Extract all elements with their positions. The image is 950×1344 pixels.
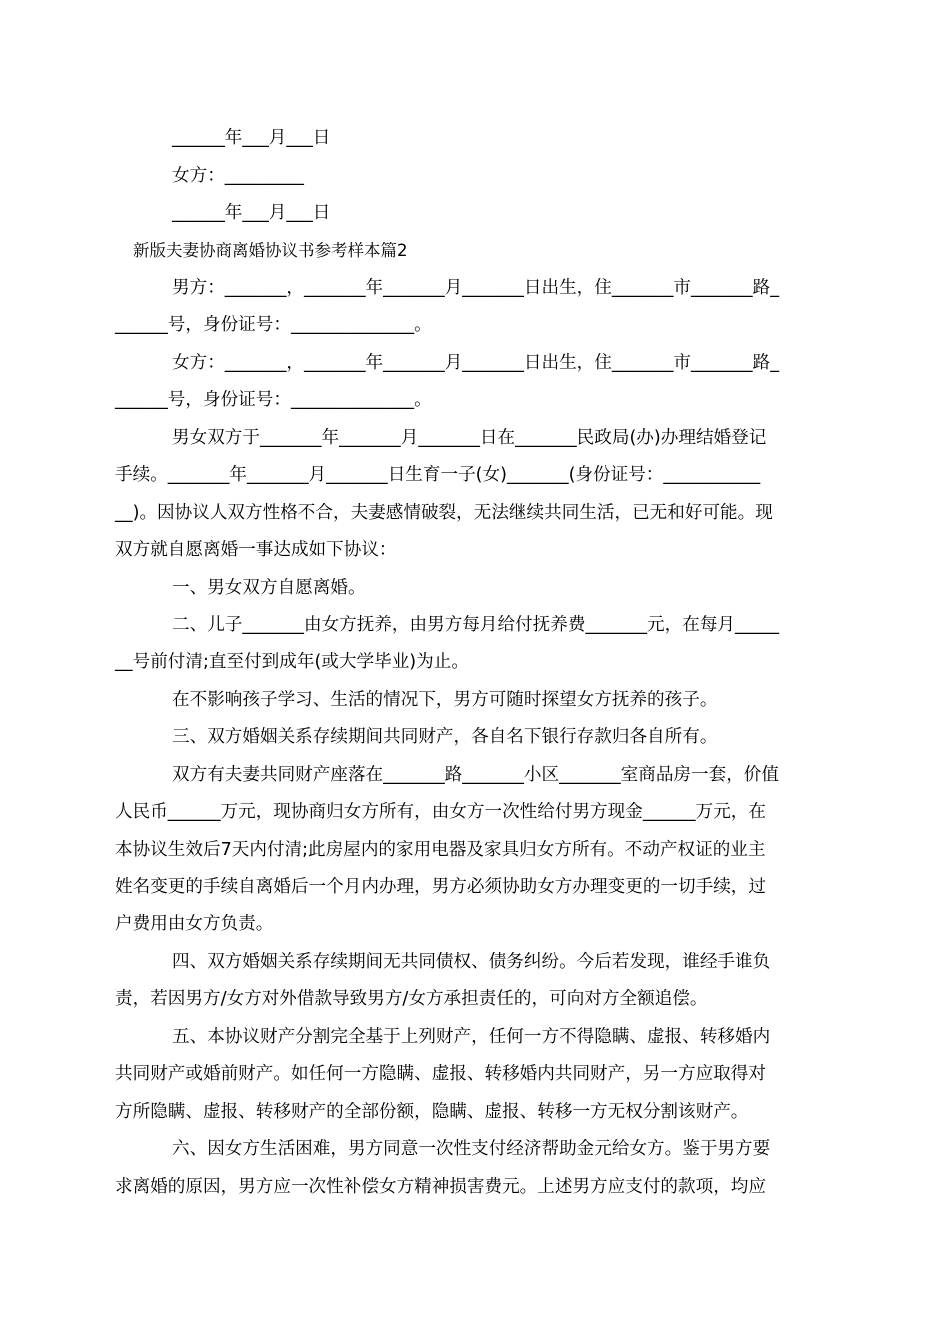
paragraph-line: 户费用由女方负责。 bbox=[115, 914, 274, 934]
male-party-line: 男方：_______，_______年_______月_______日出生，住_______市_______路_ bbox=[172, 278, 779, 298]
female-party-line: 女方：_______，_______年_______月_______日出生，住_______市_______路_ bbox=[172, 353, 779, 373]
paragraph-line: 本协议生效后7天内付清;此房屋内的家用电器及家具归女方所有。不动产权证的业主 bbox=[115, 840, 766, 860]
male-party-id-line: ______号，身份证号：______________。 bbox=[115, 315, 432, 335]
clause-line: 一、男女双方自愿离婚。 bbox=[172, 578, 366, 598]
paragraph-line: 双方有夫妻共同财产座落在_______路_______小区_______室商品房一套，价值 bbox=[172, 765, 779, 785]
clause-line: 方所隐瞒、虚报、转移财产的全部份额，隐瞒、虚报、转移一方无权分割该财产。 bbox=[115, 1102, 749, 1122]
paragraph-line: 人民币______万元，现协商归女方所有，由女方一次性给付男方现金______万元，在 bbox=[115, 802, 766, 822]
clause-line: __号前付清;直至付到成年(或大学毕业)为止。 bbox=[115, 652, 469, 672]
section-heading: 新版夫妻协商离婚协议书参考样本篇2 bbox=[133, 241, 408, 260]
paragraph-line: 姓名变更的手续自离婚后一个月内办理，男方必须协助女方办理变更的一切手续，过 bbox=[115, 877, 766, 897]
clause-line: 五、本协议财产分割完全基于上列财产，任何一方不得隐瞒、虚报、转移婚内 bbox=[172, 1027, 771, 1047]
female-party-signature-line: 女方：_________ bbox=[172, 166, 304, 186]
clause-line: 三、双方婚姻关系存续期间共同财产，各自名下银行存款归各自所有。 bbox=[172, 727, 718, 747]
paragraph-line: __)。因协议人双方性格不合，夫妻感情破裂，无法继续共同生活，已无和好可能。现 bbox=[115, 503, 773, 523]
clause-line: 二、儿子_______由女方抚养，由男方每月给付抚养费_______元，在每月_____ bbox=[172, 615, 779, 635]
clause-line: 在不影响孩子学习、生活的情况下，男方可随时探望女方抚养的孩子。 bbox=[172, 690, 718, 710]
clause-line: 责，若因男方/女方对外借款导致男方/女方承担责任的，可向对方全额追偿。 bbox=[115, 989, 708, 1009]
clause-line: 求离婚的原因，男方应一次性补偿女方精神损害费元。上述男方应支付的款项，均应 bbox=[115, 1177, 766, 1197]
signature-date-line: ______年___月___日 bbox=[172, 203, 331, 223]
female-party-id-line: ______号，身份证号：______________。 bbox=[115, 390, 432, 410]
paragraph-line: 双方就自愿离婚一事达成如下协议： bbox=[115, 540, 397, 560]
signature-date-line: ______年___月___日 bbox=[172, 128, 331, 148]
clause-line: 共同财产或婚前财产。如任何一方隐瞒、虚报、转移婚内共同财产，另一方应取得对 bbox=[115, 1064, 766, 1084]
clause-line: 四、双方婚姻关系存续期间无共同债权、债务纠纷。今后若发现，谁经手谁负 bbox=[172, 952, 771, 972]
paragraph-line: 手续。_______年_______月_______日生育一子(女)_______(身份证号：___________ bbox=[115, 465, 761, 485]
paragraph-line: 男女双方于_______年_______月_______日在_______民政局(办)办理结婚登记 bbox=[172, 428, 767, 448]
clause-line: 六、因女方生活困难，男方同意一次性支付经济帮助金元给女方。鉴于男方要 bbox=[172, 1139, 771, 1159]
